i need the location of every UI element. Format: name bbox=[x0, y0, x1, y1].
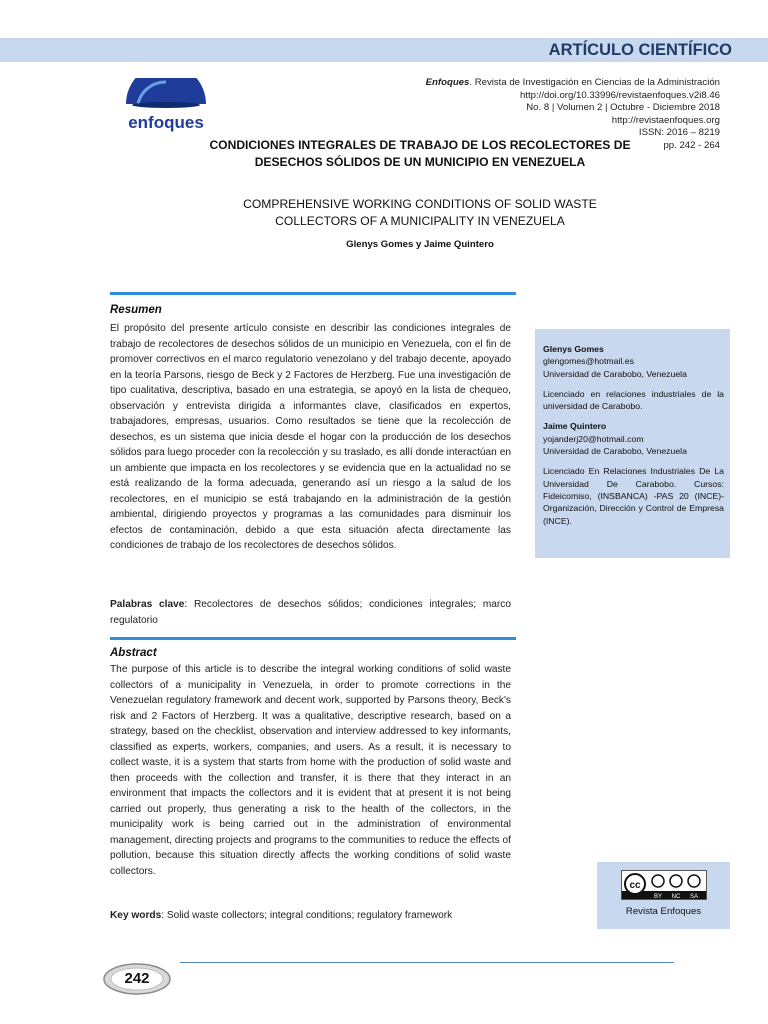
authors-line: Glenys Gomes y Jaime Quintero bbox=[346, 239, 494, 250]
journal-pages: pp. 242 - 264 bbox=[663, 139, 720, 151]
page-number: 242 bbox=[124, 970, 150, 987]
resumen-heading: Resumen bbox=[110, 304, 162, 316]
resumen-body: El propósito del presente artículo consiste en describir las condiciones integrales de trabajo de recolectores de desechos sólidos de un municipio en Venezuela, con el fin de promover correctivos en el marco regulatorio venezolano y del trabajo decente, apoyado en la teoría Parsons, riesgo de Beck y 2 Factores de Herzberg. Fue una investigación de tipo cualitativa, descriptiva, basado en una estrategia, se apoyó en la lista de chequeo, observación y entrevista dirigida a informantes clave, clasificados en expertos, trabajadores, empresas, usuarios. Como resultados se tiene que la recolección de desechos, es un sistema que inicia desde el hogar con la producción de los desechos sólidos para luego proceder con la recolección y su traslado, es allí donde interactúan en un ambiente que impacta en los recolectores y se evidencia que en la actualidad no se está realizando de la forma adecuada, generando así un riesgo a la salud de los recolectores, en el municipio se está trabajando en la administración de la gestión ambiental, dirigiendo proyectos y programas a las comunidades para disminuir los efectos de contaminación, debido a que esta situación afecta directamente las condiciones de trabajo de los recolectores de desechos sólidos. bbox=[110, 323, 511, 551]
svg-text:BY: BY bbox=[653, 894, 663, 899]
author2-affiliation: Universidad de Carabobo, Venezuela bbox=[543, 446, 687, 457]
author2-email[interactable]: yojanderj20@hotmail.com bbox=[543, 433, 644, 444]
abstract-body: The purpose of this article is to describe the integral working conditions of solid waste collectors of a municipality in Venezuela, in order to promote corrections in the Venezuelan regulatory framework and decent work, supported by Parsons theory, Beck's risk and 2 Factors of Herzberg. It was a qualitative, descriptive research, based on a strategy, based on the checklist, observation and interview addressed to key informants, classified as experts, workers, companies, and users. As a result, it is necessary to collect waste, it is a system that starts from home with the production of solid waste and then proceeds with the collection and transfer, it is there that they interact in an environment that impacts the collectors and it is evident that at present it is not being carried out properly, thus generating a risk to the health of the collectors, in the municipality work is being carried out in the administration of environmental management, directing projects and programs to the communities to reduce the effects of pollution, because this situation directly affects the working conditions of solid waste collectors. bbox=[110, 664, 511, 877]
section-rule-abstract bbox=[110, 637, 516, 640]
svg-text:SA: SA bbox=[689, 894, 699, 899]
abstract-keywords: Key words: Solid waste collectors; integral conditions; regulatory framework bbox=[110, 910, 453, 921]
title-english: COMPREHENSIVE WORKING CONDITIONS OF SOLID WASTE COLLECTORS OF A MUNICIPALITY IN VENEZUELA bbox=[243, 197, 597, 228]
cc-by-nc-sa-icon bbox=[622, 871, 706, 899]
keywords-label-en: Key words bbox=[110, 910, 162, 921]
resumen-keywords: Palabras clave: Recolectores de desechos sólidos; condiciones integrales; marco regulatorio bbox=[110, 599, 511, 626]
journal-issue: No. 8 | Volumen 2 | Octubre - Diciembre 2018 bbox=[526, 102, 720, 114]
enfoques-logo bbox=[118, 78, 214, 134]
footer-rule bbox=[180, 962, 674, 963]
license-box bbox=[597, 862, 730, 929]
author1-affiliation: Universidad de Carabobo, Venezuela bbox=[543, 368, 687, 379]
author-info-box bbox=[535, 329, 730, 558]
author1-name: Glenys Gomes bbox=[543, 344, 604, 354]
abstract-heading: Abstract bbox=[110, 647, 157, 659]
svg-text:cc: cc bbox=[629, 880, 641, 891]
journal-doi[interactable]: http://doi.org/10.33996/revistaenfoques.v2i8.46 bbox=[519, 89, 720, 101]
journal-url[interactable]: http://revistaenfoques.org bbox=[611, 114, 720, 126]
author1-bio: Licenciado en relaciones industriales de la universidad de Carabobo. bbox=[543, 388, 724, 412]
keywords-label-es: Palabras clave bbox=[110, 599, 185, 610]
header-banner bbox=[0, 38, 768, 62]
logo-wordmark: enfoques bbox=[128, 113, 204, 132]
author2-name: Jaime Quintero bbox=[543, 421, 607, 432]
svg-text:NC: NC bbox=[671, 894, 681, 899]
title-spanish: CONDICIONES INTEGRALES DE TRABAJO DE LOS RECOLECTORES DE DESECHOS SÓLIDOS DE UN MUNICIPIO EN VENEZUELA bbox=[209, 138, 631, 169]
journal-issn: ISSN: 2016 – 8219 bbox=[638, 127, 720, 139]
license-caption: Revista Enfoques bbox=[625, 906, 702, 917]
author2-bio: Licenciado En Relaciones Industriales De La Universidad De Carabobo. Cursos: Fideicomiso, (INSBANCA) -PAS 20 (INCE)-Organización, Dirección y Control de Empresa (INCE). bbox=[543, 466, 724, 526]
journal-line1: Enfoques. Revista de Investigación en Ciencias de la Administración bbox=[425, 77, 720, 88]
section-rule-resumen bbox=[110, 292, 516, 295]
journal-name: Enfoques bbox=[425, 77, 470, 88]
cc-license-badge[interactable] bbox=[621, 870, 707, 900]
author1-email[interactable]: glengomes@hotmail.es bbox=[543, 356, 634, 367]
article-type-label: ARTÍCULO CIENTÍFICO bbox=[548, 41, 732, 59]
